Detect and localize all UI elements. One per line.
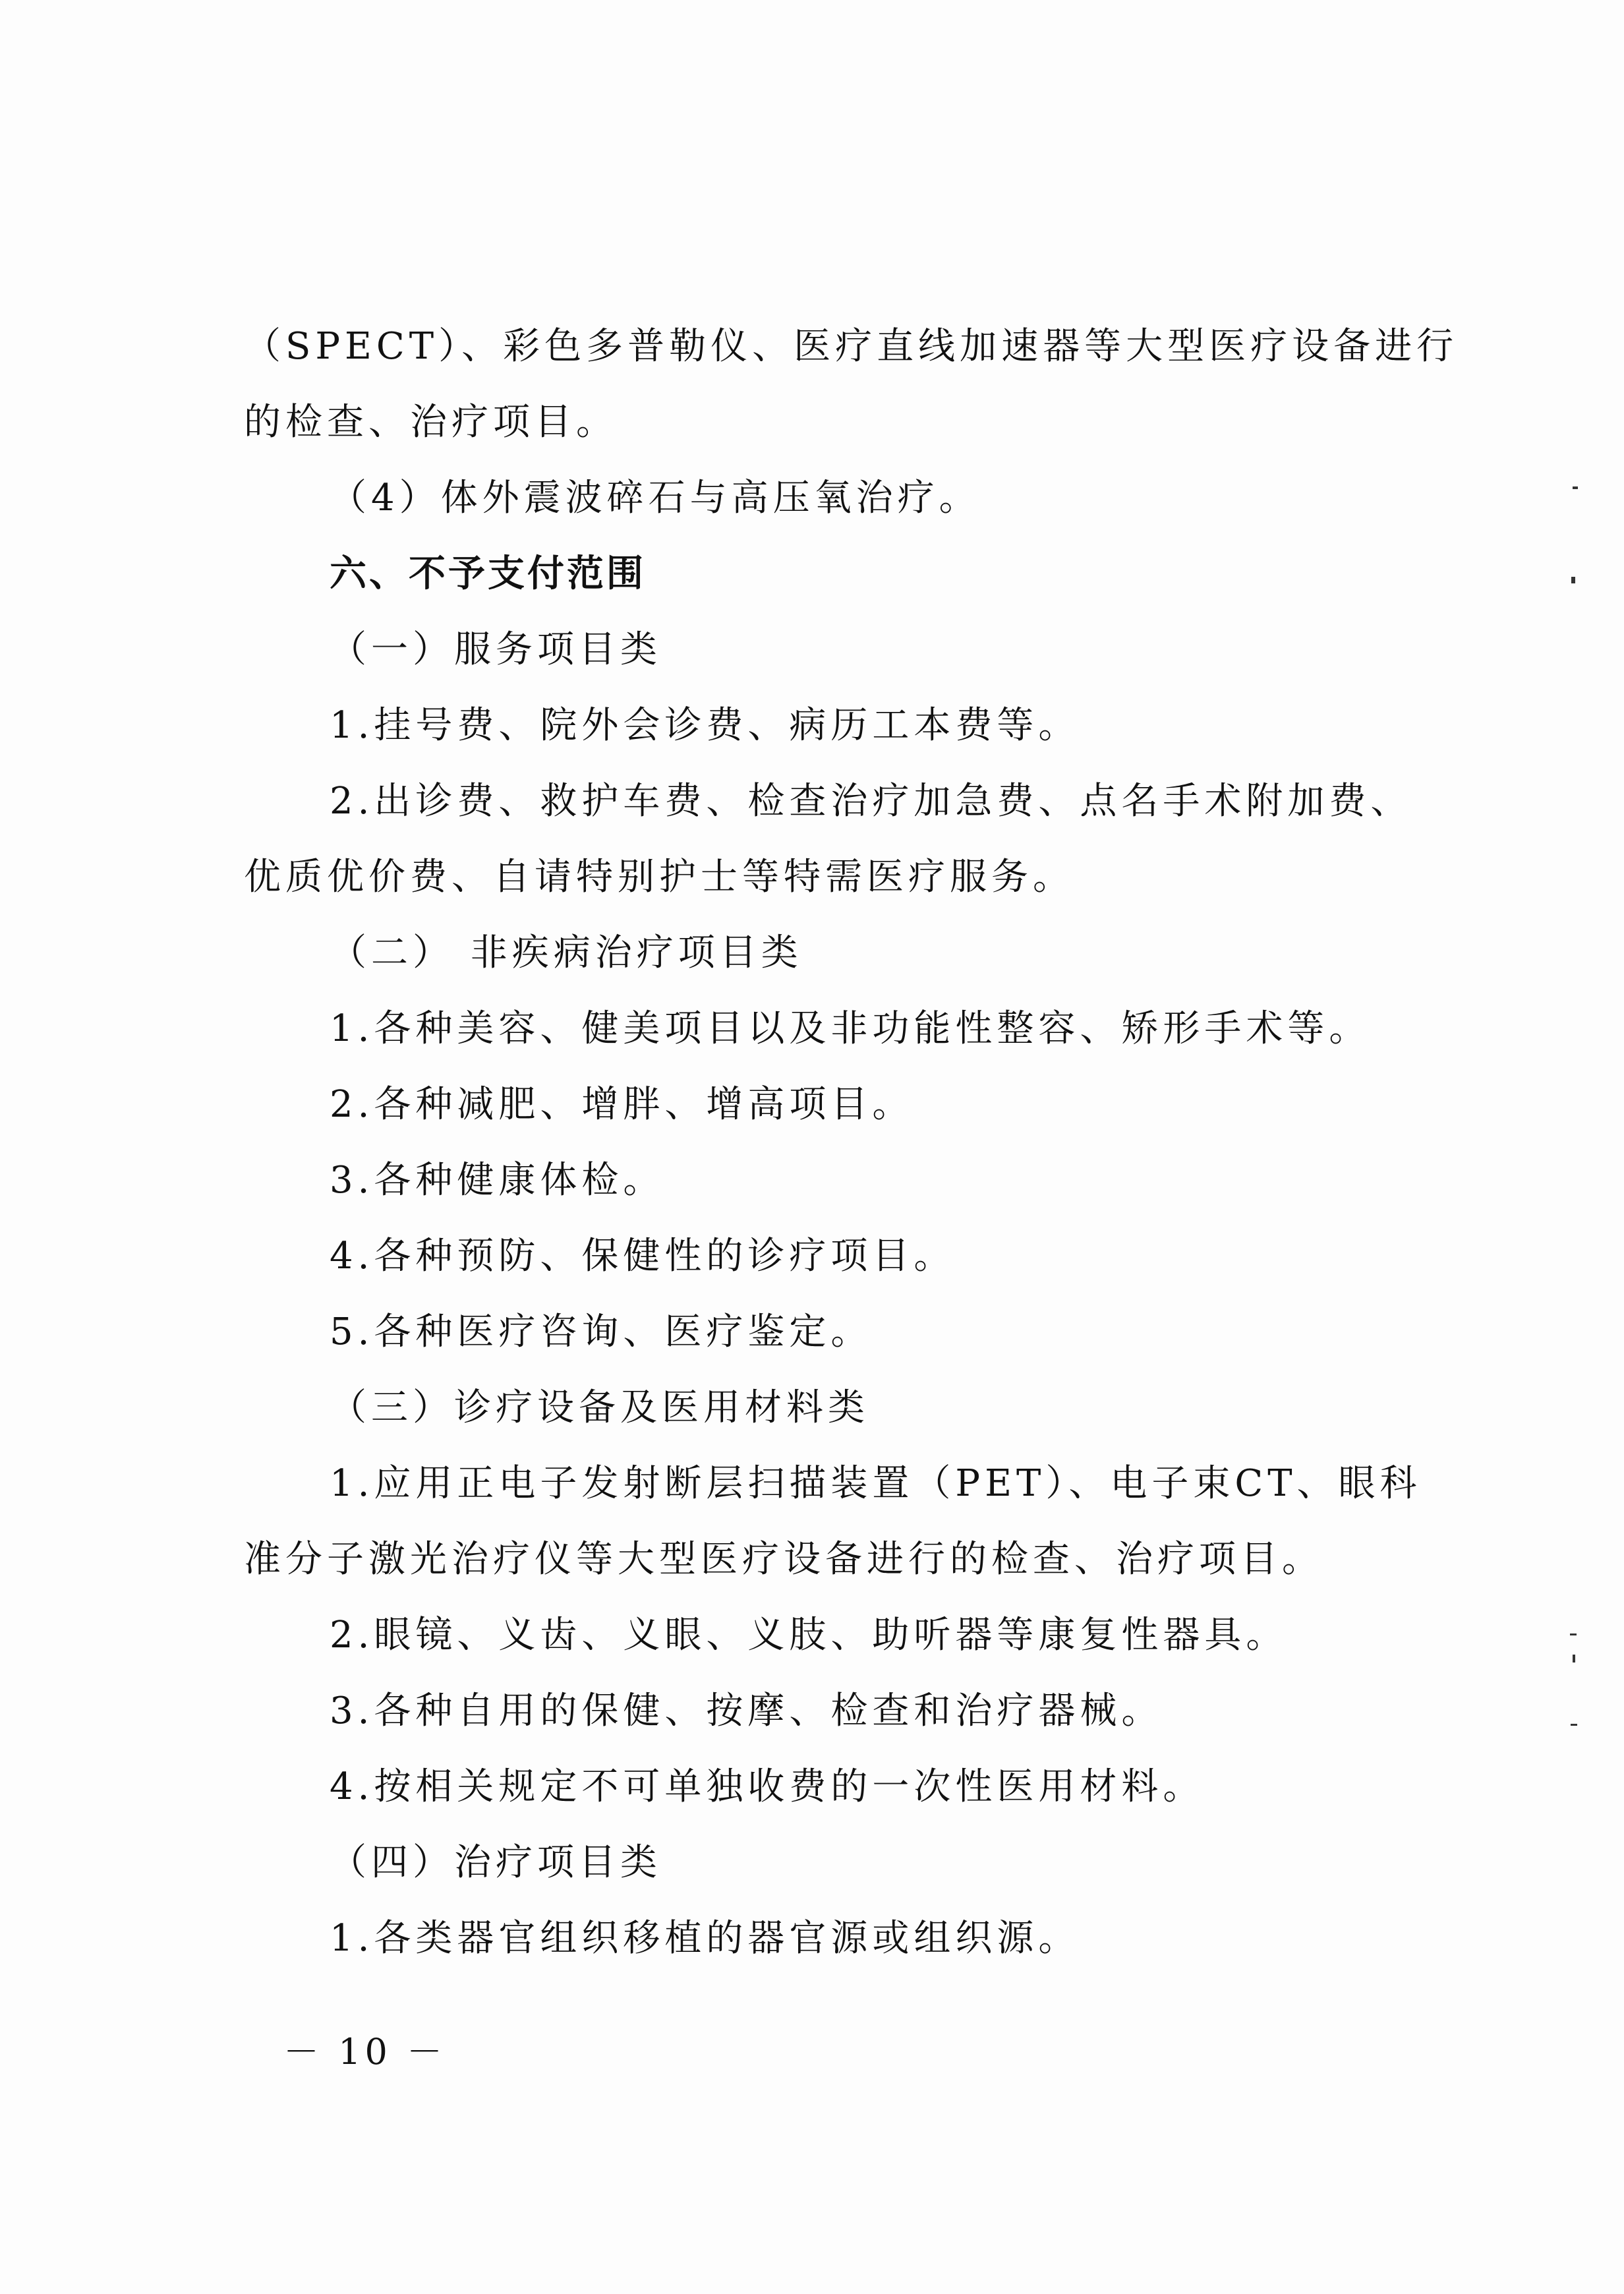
text-line: 5.各种医疗咨询、医疗鉴定。 — [330, 1310, 873, 1353]
text-line: 1.各种美容、健美项目以及非功能性整容、矫形手术等。 — [330, 1007, 1371, 1050]
text-line: （4）体外震波碎石与高压氧治疗。 — [330, 477, 981, 519]
scan-mark — [1573, 486, 1578, 489]
text-line: 1.应用正电子发射断层扫描装置（PET）、电子束CT、眼科 — [330, 1462, 1422, 1505]
text-line: （SPECT）、彩色多普勒仪、医疗直线加速器等大型医疗设备进行 — [244, 325, 1459, 368]
text-line: 1.挂号费、院外会诊费、病历工本费等。 — [330, 704, 1080, 747]
text-line: 的检查、治疗项目。 — [244, 401, 618, 444]
text-line: 4.各种预防、保健性的诊疗项目。 — [330, 1235, 956, 1278]
text-line: 2.眼镜、义齿、义眼、义肢、助听器等康复性器具。 — [330, 1614, 1288, 1657]
section-heading: 六、不予支付范围 — [330, 552, 646, 595]
text-line: 2.出诊费、救护车费、检查治疗加急费、点名手术附加费、 — [330, 780, 1412, 823]
subsection-heading: （二） 非疾病治疗项目类 — [330, 931, 803, 974]
page-number: － 10 － — [283, 2031, 447, 2073]
text-line: 优质优价费、自请特别护士等特需医疗服务。 — [244, 856, 1074, 898]
text-line: 2.各种减肥、增胖、增高项目。 — [330, 1083, 914, 1126]
text-line: 3.各种健康体检。 — [330, 1159, 665, 1202]
subsection-heading: （一）服务项目类 — [330, 628, 662, 671]
subsection-heading: （三）诊疗设备及医用材料类 — [330, 1386, 869, 1429]
scan-mark — [1571, 1724, 1577, 1726]
scan-mark — [1571, 577, 1575, 583]
scan-mark — [1573, 1655, 1575, 1662]
text-line: 4.按相关规定不可单独收费的一次性医用材料。 — [330, 1765, 1205, 1808]
subsection-heading: （四）治疗项目类 — [330, 1841, 662, 1884]
text-line: 准分子激光治疗仪等大型医疗设备进行的检查、治疗项目。 — [244, 1538, 1323, 1581]
scan-mark — [1570, 1633, 1577, 1635]
text-line: 1.各类器官组织移植的器官源或组织源。 — [330, 1917, 1080, 1960]
text-line: 3.各种自用的保健、按摩、检查和治疗器械。 — [330, 1690, 1163, 1732]
